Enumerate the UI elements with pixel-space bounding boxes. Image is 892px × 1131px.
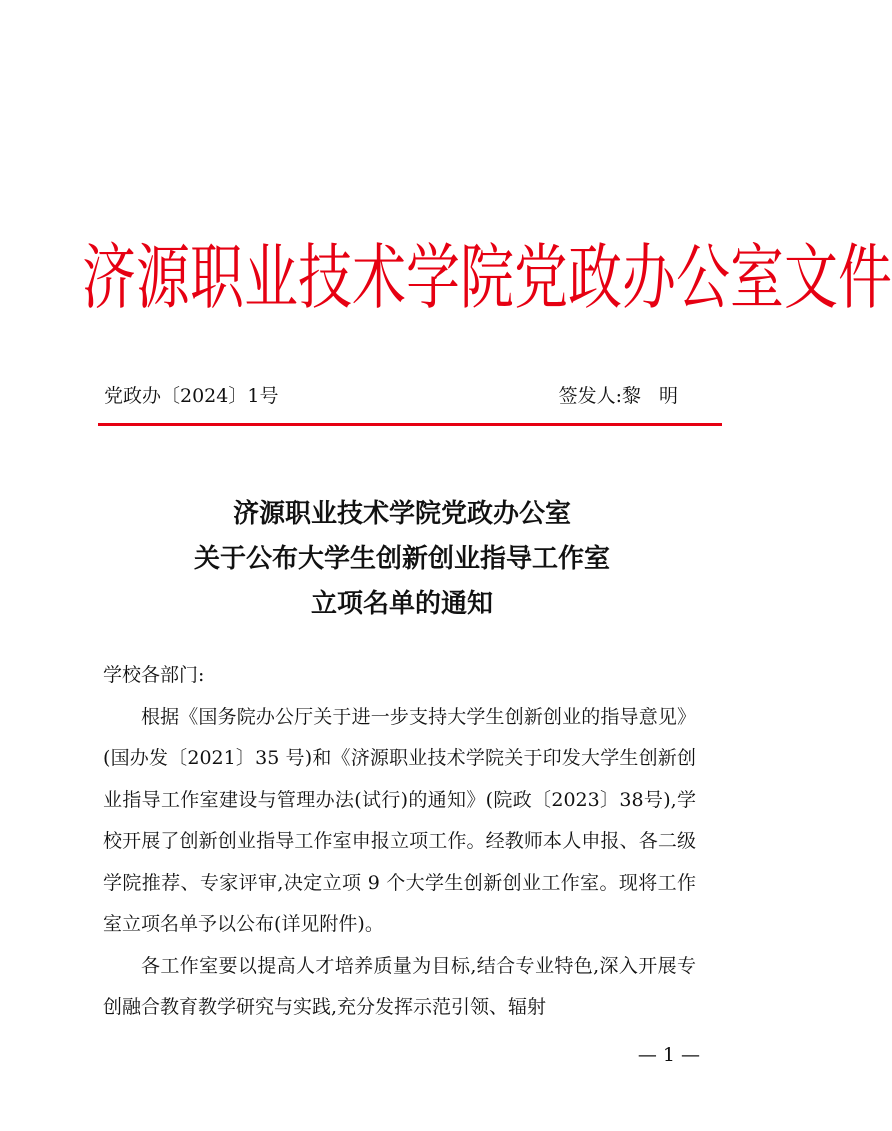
red-masthead-title: 济源职业技术学院党政办公室文件 (82, 235, 892, 319)
document-number: 党政办〔2024〕1号 (104, 385, 279, 407)
title-line-3: 立项名单的通知 (310, 589, 493, 619)
signer-name: 黎明 (621, 385, 696, 407)
notice-body (103, 655, 696, 1029)
title-line-2: 关于公布大学生创新创业指导工作室 (193, 544, 610, 574)
page-number: — 1 — (637, 1044, 700, 1066)
body-paragraph-1: 根据《国务院办公厅关于进一步支持大学生创新创业的指导意见》(国办发〔2021〕35 号)和《济源职业技术学院关于印发大学生创新创业指导工作室建设与管理办法(试行)的通知》(院政〔2023〕38号),学校开展了创新创业指导工作室申报立项工作。经教师本人申报、各二级学院推荐、专家评审,决定立项 9 个大学生创新创业工作室。现将工作室立项名单予以公布(详见附件)。 (103, 705, 696, 935)
document-number-row (104, 382, 696, 410)
notice-title (82, 492, 722, 627)
title-line-1: 济源职业技术学院党政办公室 (232, 499, 571, 529)
salutation: 学校各部门: (103, 664, 205, 686)
body-paragraph-2: 各工作室要以提高人才培养质量为目标,结合专业特色,深入开展专创融合教育教学研究与实践,充分发挥示范引领、辐射 (103, 954, 696, 1018)
signer (559, 382, 696, 410)
red-separator-line (98, 423, 722, 426)
signer-label: 签发人: (558, 385, 622, 407)
